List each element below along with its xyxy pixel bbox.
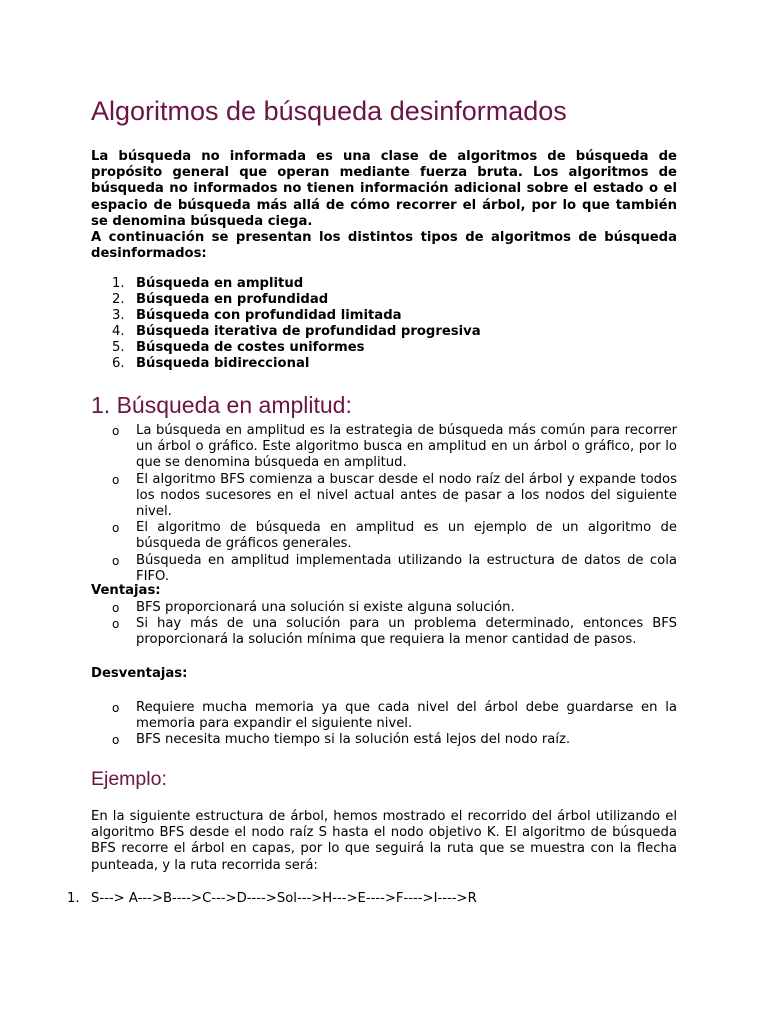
- desventajas-bullets: [91, 700, 677, 749]
- amplitud-bullets: [91, 423, 677, 585]
- bullet-marker: o: [112, 601, 120, 615]
- ejemplo-heading: Ejemplo:: [91, 768, 167, 790]
- list-item-label: Búsqueda con profundidad limitada: [136, 307, 402, 323]
- ejemplo-paragraph: En la siguiente estructura de árbol, hemos mostrado el recorrido del árbol utilizando el algoritmo BFS desde el nodo raíz S hasta el nodo objetivo K. El algoritmo de búsqueda BFS recorre el árbol en capas, por lo que seguirá la ruta que se muestra con la flecha punteada, y la ruta recorrida será:: [91, 809, 677, 873]
- bullet-text: Si hay más de una solución para un problema determinado, entonces BFS proporcionará la solución mínima que requiera la menor cantidad de pasos.: [136, 616, 677, 648]
- list-number: 4.: [112, 323, 125, 339]
- list-item: [91, 276, 677, 292]
- list-item: [91, 472, 677, 521]
- list-item: [91, 423, 677, 472]
- bullet-marker: o: [112, 424, 120, 438]
- bullet-text: BFS proporcionará una solución si existe alguna solución.: [136, 600, 515, 615]
- list-item: [91, 292, 677, 308]
- list-item-label: Búsqueda iterativa de profundidad progresiva: [136, 323, 481, 339]
- bullet-text: BFS necesita mucho tiempo si la solución está lejos del nodo raíz.: [136, 732, 571, 748]
- list-item-label: Búsqueda en profundidad: [136, 291, 329, 307]
- ventajas-label: Ventajas:: [91, 583, 161, 598]
- page-title: Algoritmos de búsqueda desinformados: [91, 96, 567, 126]
- route-number: 1.: [67, 891, 80, 906]
- bullet-text: El algoritmo de búsqueda en amplitud es un ejemplo de un algoritmo de búsqueda de gráficos generales.: [136, 520, 677, 552]
- intro-paragraph-2: A continuación se presentan los distintos tipos de algoritmos de búsqueda desinformados:: [91, 230, 677, 262]
- bullet-marker: o: [112, 701, 120, 715]
- intro-paragraph: La búsqueda no informada es una clase de algoritmos de búsqueda de propósito general que operan mediante fuerza bruta. Los algoritmos de búsqueda no informados no tienen información adicional sobre el estado o el espacio de búsqueda más allá de cómo recorrer el árbol, por lo que también se denomina búsqueda ciega.: [91, 149, 677, 229]
- bullet-marker: o: [112, 472, 120, 487]
- list-item: [91, 520, 677, 552]
- list-number: 3.: [112, 307, 125, 323]
- algorithm-types-list: [91, 276, 677, 371]
- list-item-label: Búsqueda bidireccional: [136, 355, 310, 371]
- list-number: 1.: [112, 276, 125, 291]
- list-number: 6.: [112, 355, 125, 371]
- bullet-text: Búsqueda en amplitud implementada utilizando la estructura de datos de cola FIFO.: [136, 552, 677, 584]
- list-number: 5.: [112, 339, 125, 355]
- ventajas-bullets: [91, 600, 677, 649]
- route-line: [67, 891, 477, 907]
- intro-block: [91, 149, 677, 262]
- list-item: [91, 732, 677, 748]
- section-heading-amplitud: 1. Búsqueda en amplitud:: [91, 392, 352, 418]
- desventajas-label: Desventajas:: [91, 666, 188, 681]
- bullet-marker: o: [112, 553, 120, 568]
- bullet-marker: o: [112, 521, 120, 536]
- list-item: [91, 616, 677, 648]
- bullet-text: El algoritmo BFS comienza a buscar desde el nodo raíz del árbol y expande todos los nodos sucesores en el nivel actual antes de pasar a los nodos del siguiente nivel.: [136, 471, 677, 520]
- list-item: [91, 324, 677, 340]
- list-item-label: Búsqueda de costes uniformes: [136, 339, 365, 355]
- bullet-text: La búsqueda en amplitud es la estrategia de búsqueda más común para recorrer un árbol o gráfico. Este algoritmo busca en amplitud en un árbol o gráfico, por lo que se denomina búsqueda en amplitud.: [136, 423, 677, 471]
- bullet-text: Requiere mucha memoria ya que cada nivel del árbol debe guardarse en la memoria para expandir el siguiente nivel.: [136, 700, 677, 732]
- list-number: 2.: [112, 291, 125, 307]
- list-item: [91, 308, 677, 324]
- list-item: [91, 553, 677, 585]
- list-item: [91, 700, 677, 732]
- bullet-marker: o: [112, 733, 120, 748]
- list-item-label: Búsqueda en amplitud: [136, 276, 304, 291]
- list-item: [91, 340, 677, 356]
- list-item: [91, 356, 677, 372]
- bullet-marker: o: [112, 617, 120, 632]
- list-item: [91, 600, 677, 616]
- route-text: S---> A--->B---->C--->D---->Sol--->H--->E---->F---->I---->R: [91, 891, 477, 906]
